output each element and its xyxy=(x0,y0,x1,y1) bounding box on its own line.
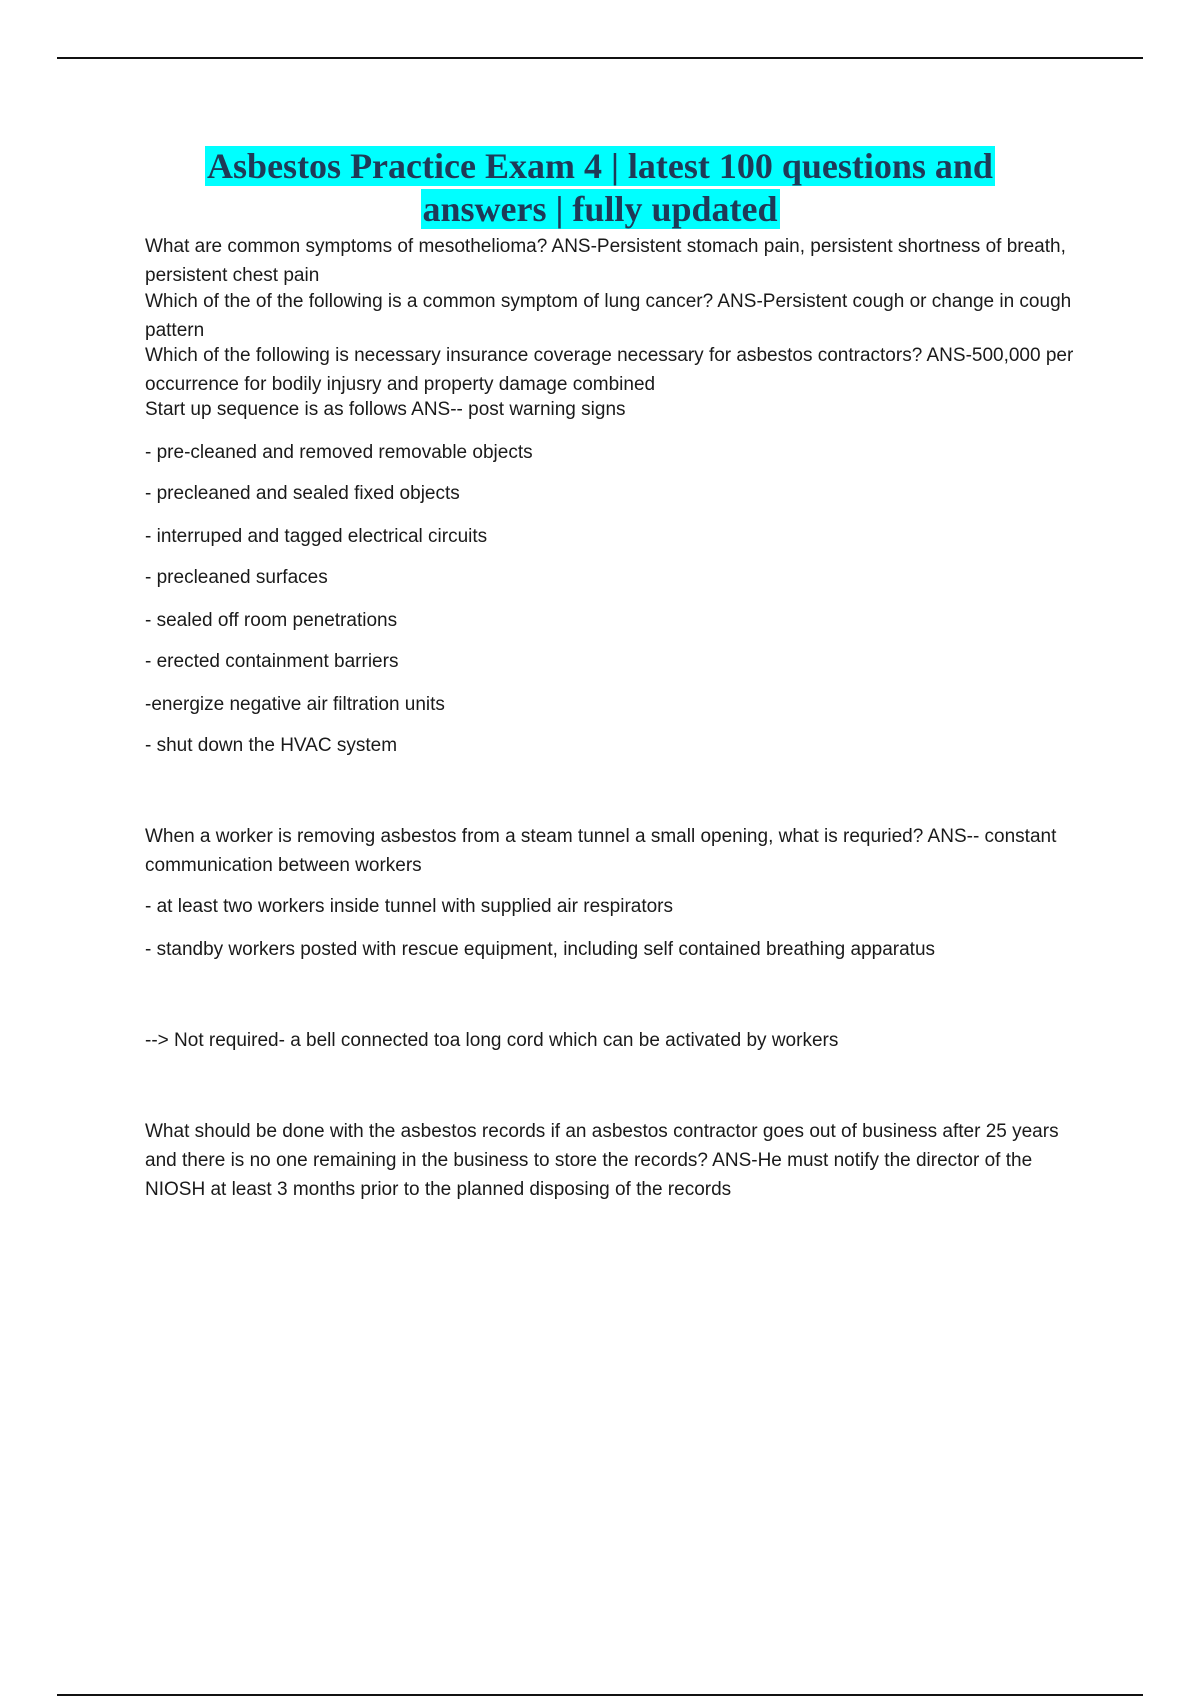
list-item: - interruped and tagged electrical circuits xyxy=(145,526,488,547)
qa-insurance: Which of the following is necessary insurance coverage necessary for asbestos contractors? ANS-500,000 per occurrence for bodily injusry and property damage combined xyxy=(145,345,1074,395)
qa-lung-cancer: Which of the of the following is a common symptom of lung cancer? ANS-Persistent cough or change in cough pattern xyxy=(145,291,1072,341)
startup-sequence xyxy=(145,395,1085,760)
title-line-1: Asbestos Practice Exam 4 | latest 100 questions and xyxy=(207,146,993,186)
list-item: - erected containment barriers xyxy=(145,651,399,672)
list-item: - pre-cleaned and removed removable objects xyxy=(145,442,533,463)
list-item: - shut down the HVAC system xyxy=(145,735,398,756)
document-body xyxy=(145,232,1085,1204)
tunnel-lead: When a worker is removing asbestos from a steam tunnel a small opening, what is requried? ANS-- constant communication between workers xyxy=(145,826,1057,876)
list-item: -energize negative air filtration units xyxy=(145,694,445,715)
bottom-divider xyxy=(57,1694,1143,1696)
qa-records: What should be done with the asbestos records if an asbestos contractor goes out of business after 25 years and there is no one remaining in the business to store the records? ANS-He must notify the director of the NIOSH at least 3 months prior to the planned disposing of the records xyxy=(145,1121,1059,1200)
list-item: - standby workers posted with rescue equipment, including self contained breathing apparatus xyxy=(145,939,936,960)
list-item: - precleaned surfaces xyxy=(145,567,328,588)
document-title xyxy=(0,145,1200,231)
not-required-note: --> Not required- a bell connected toa long cord which can be activated by workers xyxy=(145,1030,839,1051)
list-item: - at least two workers inside tunnel with supplied air respirators xyxy=(145,896,674,917)
startup-lead: Start up sequence is as follows ANS-- post warning signs xyxy=(145,399,626,420)
list-item: - precleaned and sealed fixed objects xyxy=(145,483,460,504)
title-line-2: answers | fully updated xyxy=(422,189,778,229)
steam-tunnel-qa xyxy=(145,822,1085,964)
list-item: - sealed off room penetrations xyxy=(145,610,398,631)
qa-mesothelioma: What are common symptoms of mesothelioma? ANS-Persistent stomach pain, persistent shortness of breath, persistent chest pain xyxy=(145,236,1066,286)
top-divider xyxy=(57,57,1143,59)
